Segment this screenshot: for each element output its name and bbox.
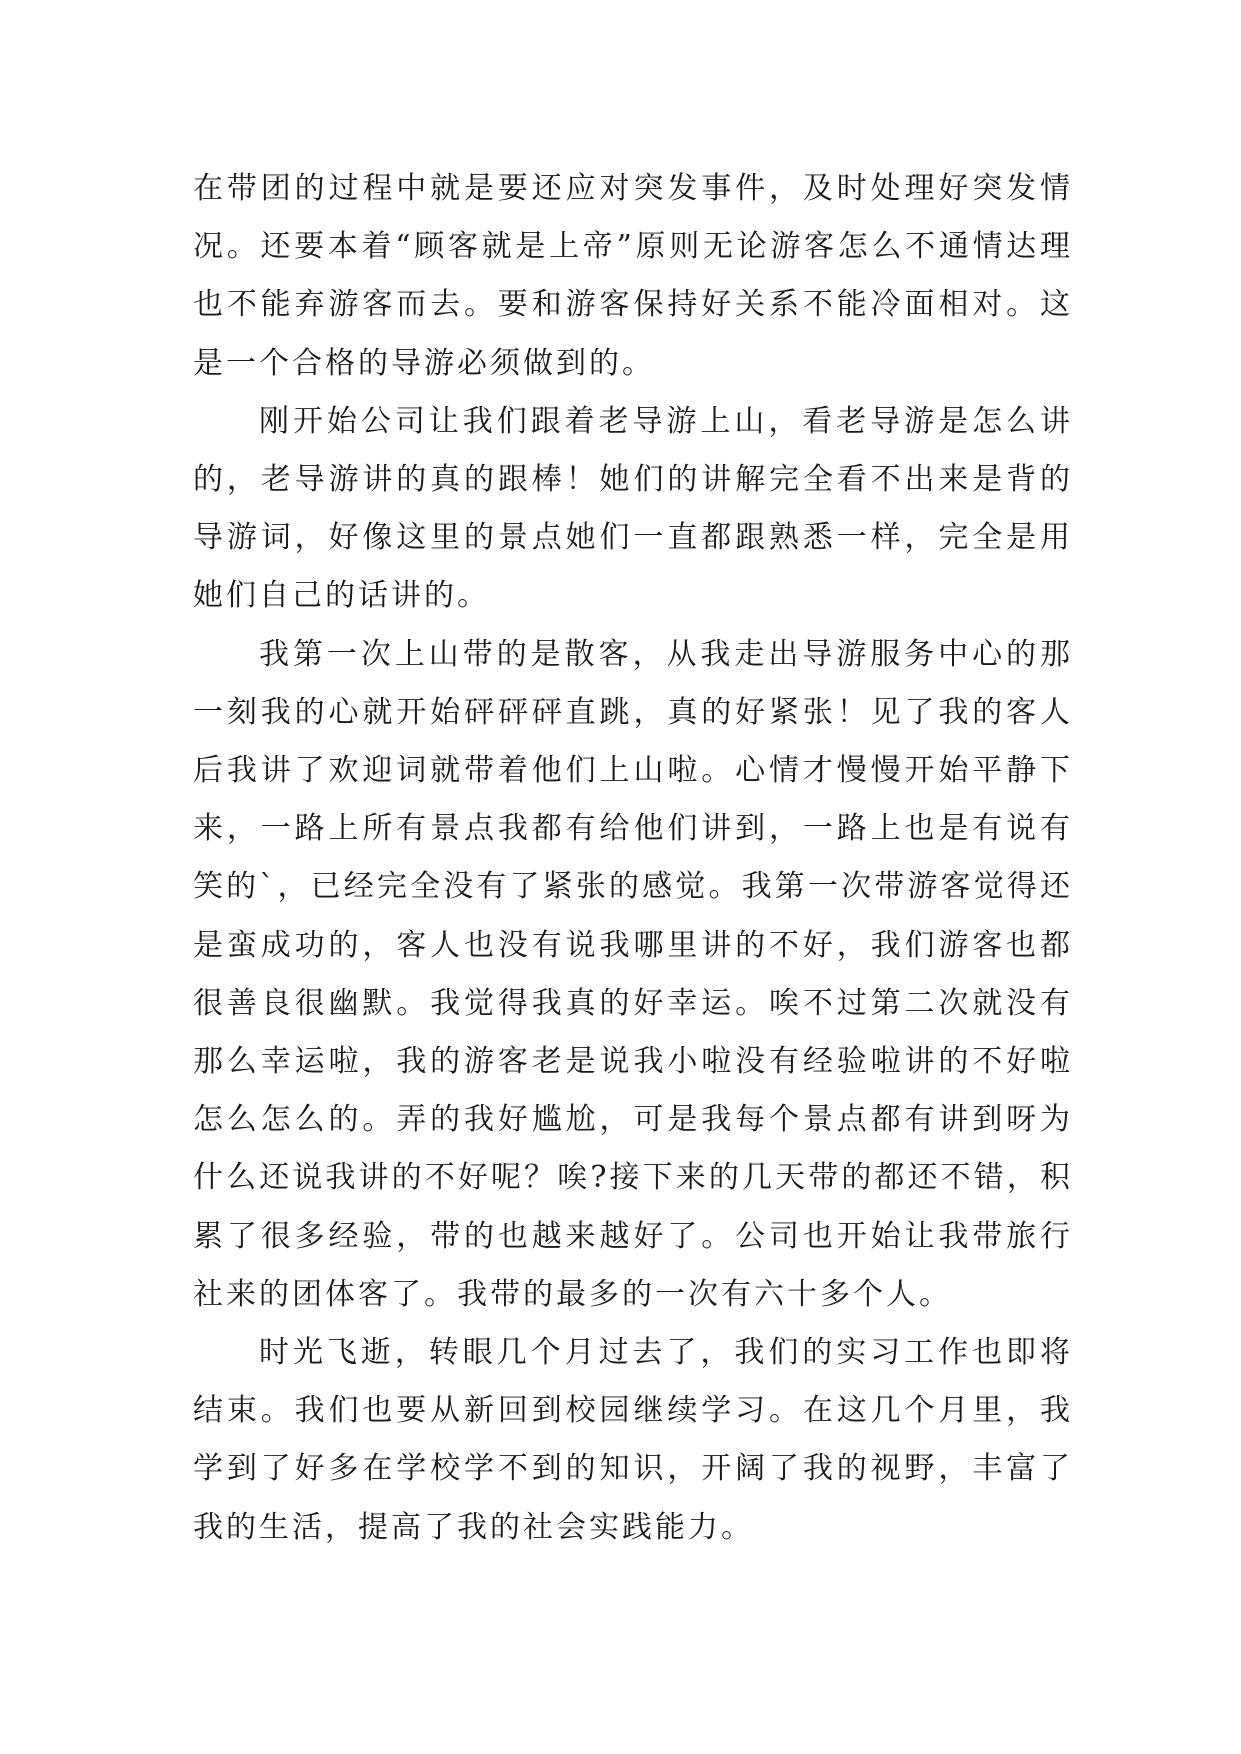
paragraph-3: 我第一次上山带的是散客，从我走出导游服务中心的那一刻我的心就开始砰砰砰直跳，真的好紧张！见了我的客人后我讲了欢迎词就带着他们上山啦。心情才慢慢开始平静下来，一路上所有景点我都有给他们讲到，一路上也是有说有笑的`，已经完全没有了紧张的感觉。我第一次带游客觉得还是蛮成功的，客人也没有说我哪里讲的不好，我们游客也都很善良很幽默。我觉得我真的好幸运。唉不过第二次就没有那么幸运啦，我的游客老是说我小啦没有经验啦讲的不好啦怎么怎么的。弄的我好尴尬，可是我每个景点都有讲到呀为什么还说我讲的不好呢？唉?接下来的几天带的都还不错，积累了很多经验，带的也越来越好了。公司也开始让我带旅行社来的团体客了。我带的最多的一次有六十多个人。: [193, 636, 1073, 1312]
paragraph-1: 在带团的过程中就是要还应对突发事件，及时处理好突发情况。还要本着“顾客就是上帝”原则无论游客怎么不通情达理也不能弃游客而去。要和游客保持好关系不能冷面相对。这是一个合格的导游必须做到的。: [193, 171, 1073, 381]
document-page: [193, 160, 1073, 1557]
paragraph-4: 时光飞逝，转眼几个月过去了，我们的实习工作也即将结束。我们也要从新回到校园继续学习。在这几个月里，我学到了好多在学校学不到的知识，开阔了我的视野，丰富了我的生活，提高了我的社会实践能力。: [193, 1335, 1073, 1545]
paragraph-2: 刚开始公司让我们跟着老导游上山，看老导游是怎么讲的，老导游讲的真的跟棒！她们的讲解完全看不出来是背的导游词，好像这里的景点她们一直都跟熟悉一样，完全是用她们自己的话讲的。: [193, 403, 1073, 614]
